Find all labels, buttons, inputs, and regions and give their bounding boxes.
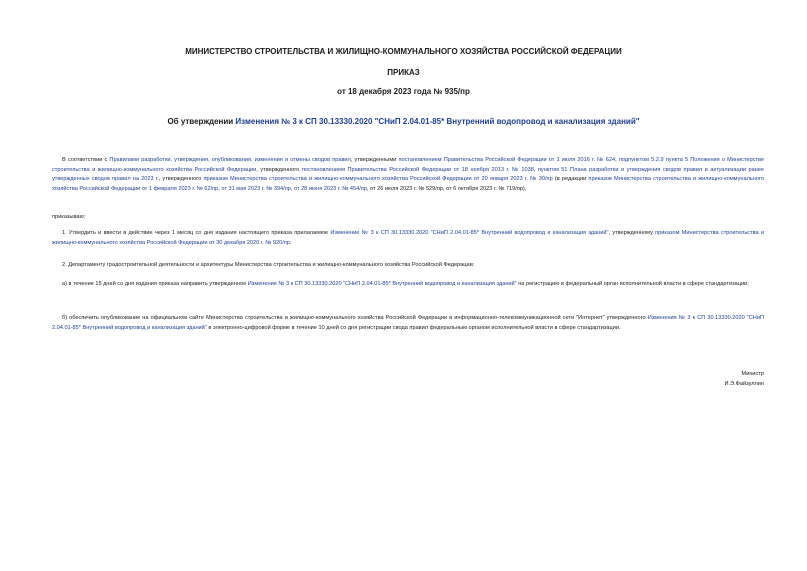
ministry-regulation-link[interactable]: подпунктом 5.2.9 пункта 5 Положения о Министерстве строительства и жилищно-коммунального хозяйства Российской Федерации	[52, 157, 765, 173]
amendment-3-link[interactable]: Изменения № 3 к СП 30.13330.2020 "СНиП 2.04.01-85* Внутренний водопровод и канализация зданий"	[52, 315, 764, 331]
doc-type-heading: ПРИКАЗ	[387, 68, 420, 77]
signatory-name: И.Э.Файзуллин	[724, 381, 764, 387]
item-2b-paragraph	[52, 314, 764, 333]
signatory-position: Министр	[741, 371, 764, 377]
text-segment: , утвержденного	[158, 176, 204, 183]
text-segment: б) обеспечить опубликование на официальном сайте Министерства строительства и жилищно-коммунального хозяйства Российской Федерации в информационно-телекоммуникационной сети "Интернет" утвержденного	[62, 315, 648, 321]
order-30pr-link[interactable]: приказом Министерства строительства и жилищно-коммунального хозяйства Российской Федерации от 20 января 2023 г. № 30/пр	[203, 176, 553, 183]
text-segment: на регистрацию в федеральный орган исполнительной власти в сфере стандартизации;	[516, 281, 749, 287]
text-segment: .	[289, 239, 292, 246]
amendment-3-link[interactable]: Изменение № 3 к СП 30.13330.2020 "СНиП 2.04.01-85* Внутренний водопровод и канализация зданий"	[247, 281, 517, 287]
text-segment: , утвержденному	[608, 230, 656, 236]
text-segment: ,	[290, 185, 294, 192]
plan-2023-link[interactable]: пунктом 51 Плана разработки и утверждения сводов правил и актуализации ранее утвержденных сводов правил на 2023 г.	[52, 166, 764, 183]
text-segment: а) в течение 15 дней со дня издания приказа направить утвержденное	[62, 281, 248, 287]
government-decree-624-link[interactable]: постановлением Правительства Российской Федерации от 1 июля 2016 г. № 624	[398, 157, 616, 163]
rules-link[interactable]: Правилами разработки, утверждения, опубликования, изменения и отмены сводов правил	[109, 157, 351, 163]
order-454pr-link[interactable]: от 28 июня 2023 г. № 454/пр	[293, 185, 367, 192]
government-decree-1038-link[interactable]: постановлением Правительства Российской Федерации от 18 ноября 2013 г. № 1038	[301, 166, 534, 173]
text-segment: ,	[615, 157, 619, 163]
item-2-paragraph: 2. Департаменту градостроительной деятельности и архитектуры Министерства строительства и жилищно-коммунального хозяйства Российской Федерации:	[62, 262, 475, 268]
text-segment: , от 26 июля 2023 г. № 529/пр, от 6 октября 2023 г. № 719/пр),	[366, 185, 527, 192]
text-segment: , утвержденными	[350, 157, 399, 163]
text-segment: , утвержденного	[256, 166, 302, 173]
order-word: приказываю:	[52, 214, 86, 220]
order-920pr-link[interactable]: приказом Министерства строительства и жилищно-коммунального хозяйства Российской Федерации от 30 декабря 2020 г. № 920/пр	[52, 230, 765, 246]
text-segment: ,	[218, 185, 222, 192]
item-1-paragraph	[52, 229, 764, 248]
doc-date-number: от 18 декабря 2023 года № 935/пр	[337, 87, 470, 96]
text-segment: в электронно-цифровой форме в течение 10 дней со дня регистрации свода правил федеральным органом исполнительной власти в сфере стандартизации.	[206, 324, 621, 331]
text-segment: (в редакции	[552, 176, 589, 183]
item-2a-paragraph	[52, 280, 764, 290]
preamble-paragraph	[52, 156, 764, 194]
order-62pr-link[interactable]: приказов Министерства строительства и жилищно-коммунального хозяйства Российской Федерации от 1 февраля 2023 г. № 62/пр	[52, 176, 764, 192]
order-394pr-link[interactable]: от 31 мая 2023 г. № 394/пр	[221, 185, 291, 192]
amendment-3-link[interactable]: Изменение № 3 к СП 30.13330.2020 "СНиП 2.04.01-85* Внутренний водопровод и канализация зданий"	[330, 230, 609, 236]
title-link[interactable]: Изменения № 3 к СП 30.13330.2020 "СНиП 2.04.01-85* Внутренний водопровод и канализация зданий"	[235, 117, 640, 126]
text-segment: 1. Утвердить и ввести в действие через 1 месяц со дня издания настоящего приказа прилагаемое	[62, 230, 331, 236]
text-segment: В соответствии с	[62, 157, 110, 163]
title-prefix: Об утверждении	[167, 117, 236, 126]
text-segment: ,	[533, 166, 538, 173]
ministry-heading: МИНИСТЕРСТВО СТРОИТЕЛЬСТВА И ЖИЛИЩНО-КОММУНАЛЬНОГО ХОЗЯЙСТВА РОССИЙСКОЙ ФЕДЕРАЦИИ	[185, 47, 622, 56]
document-title	[0, 117, 807, 126]
